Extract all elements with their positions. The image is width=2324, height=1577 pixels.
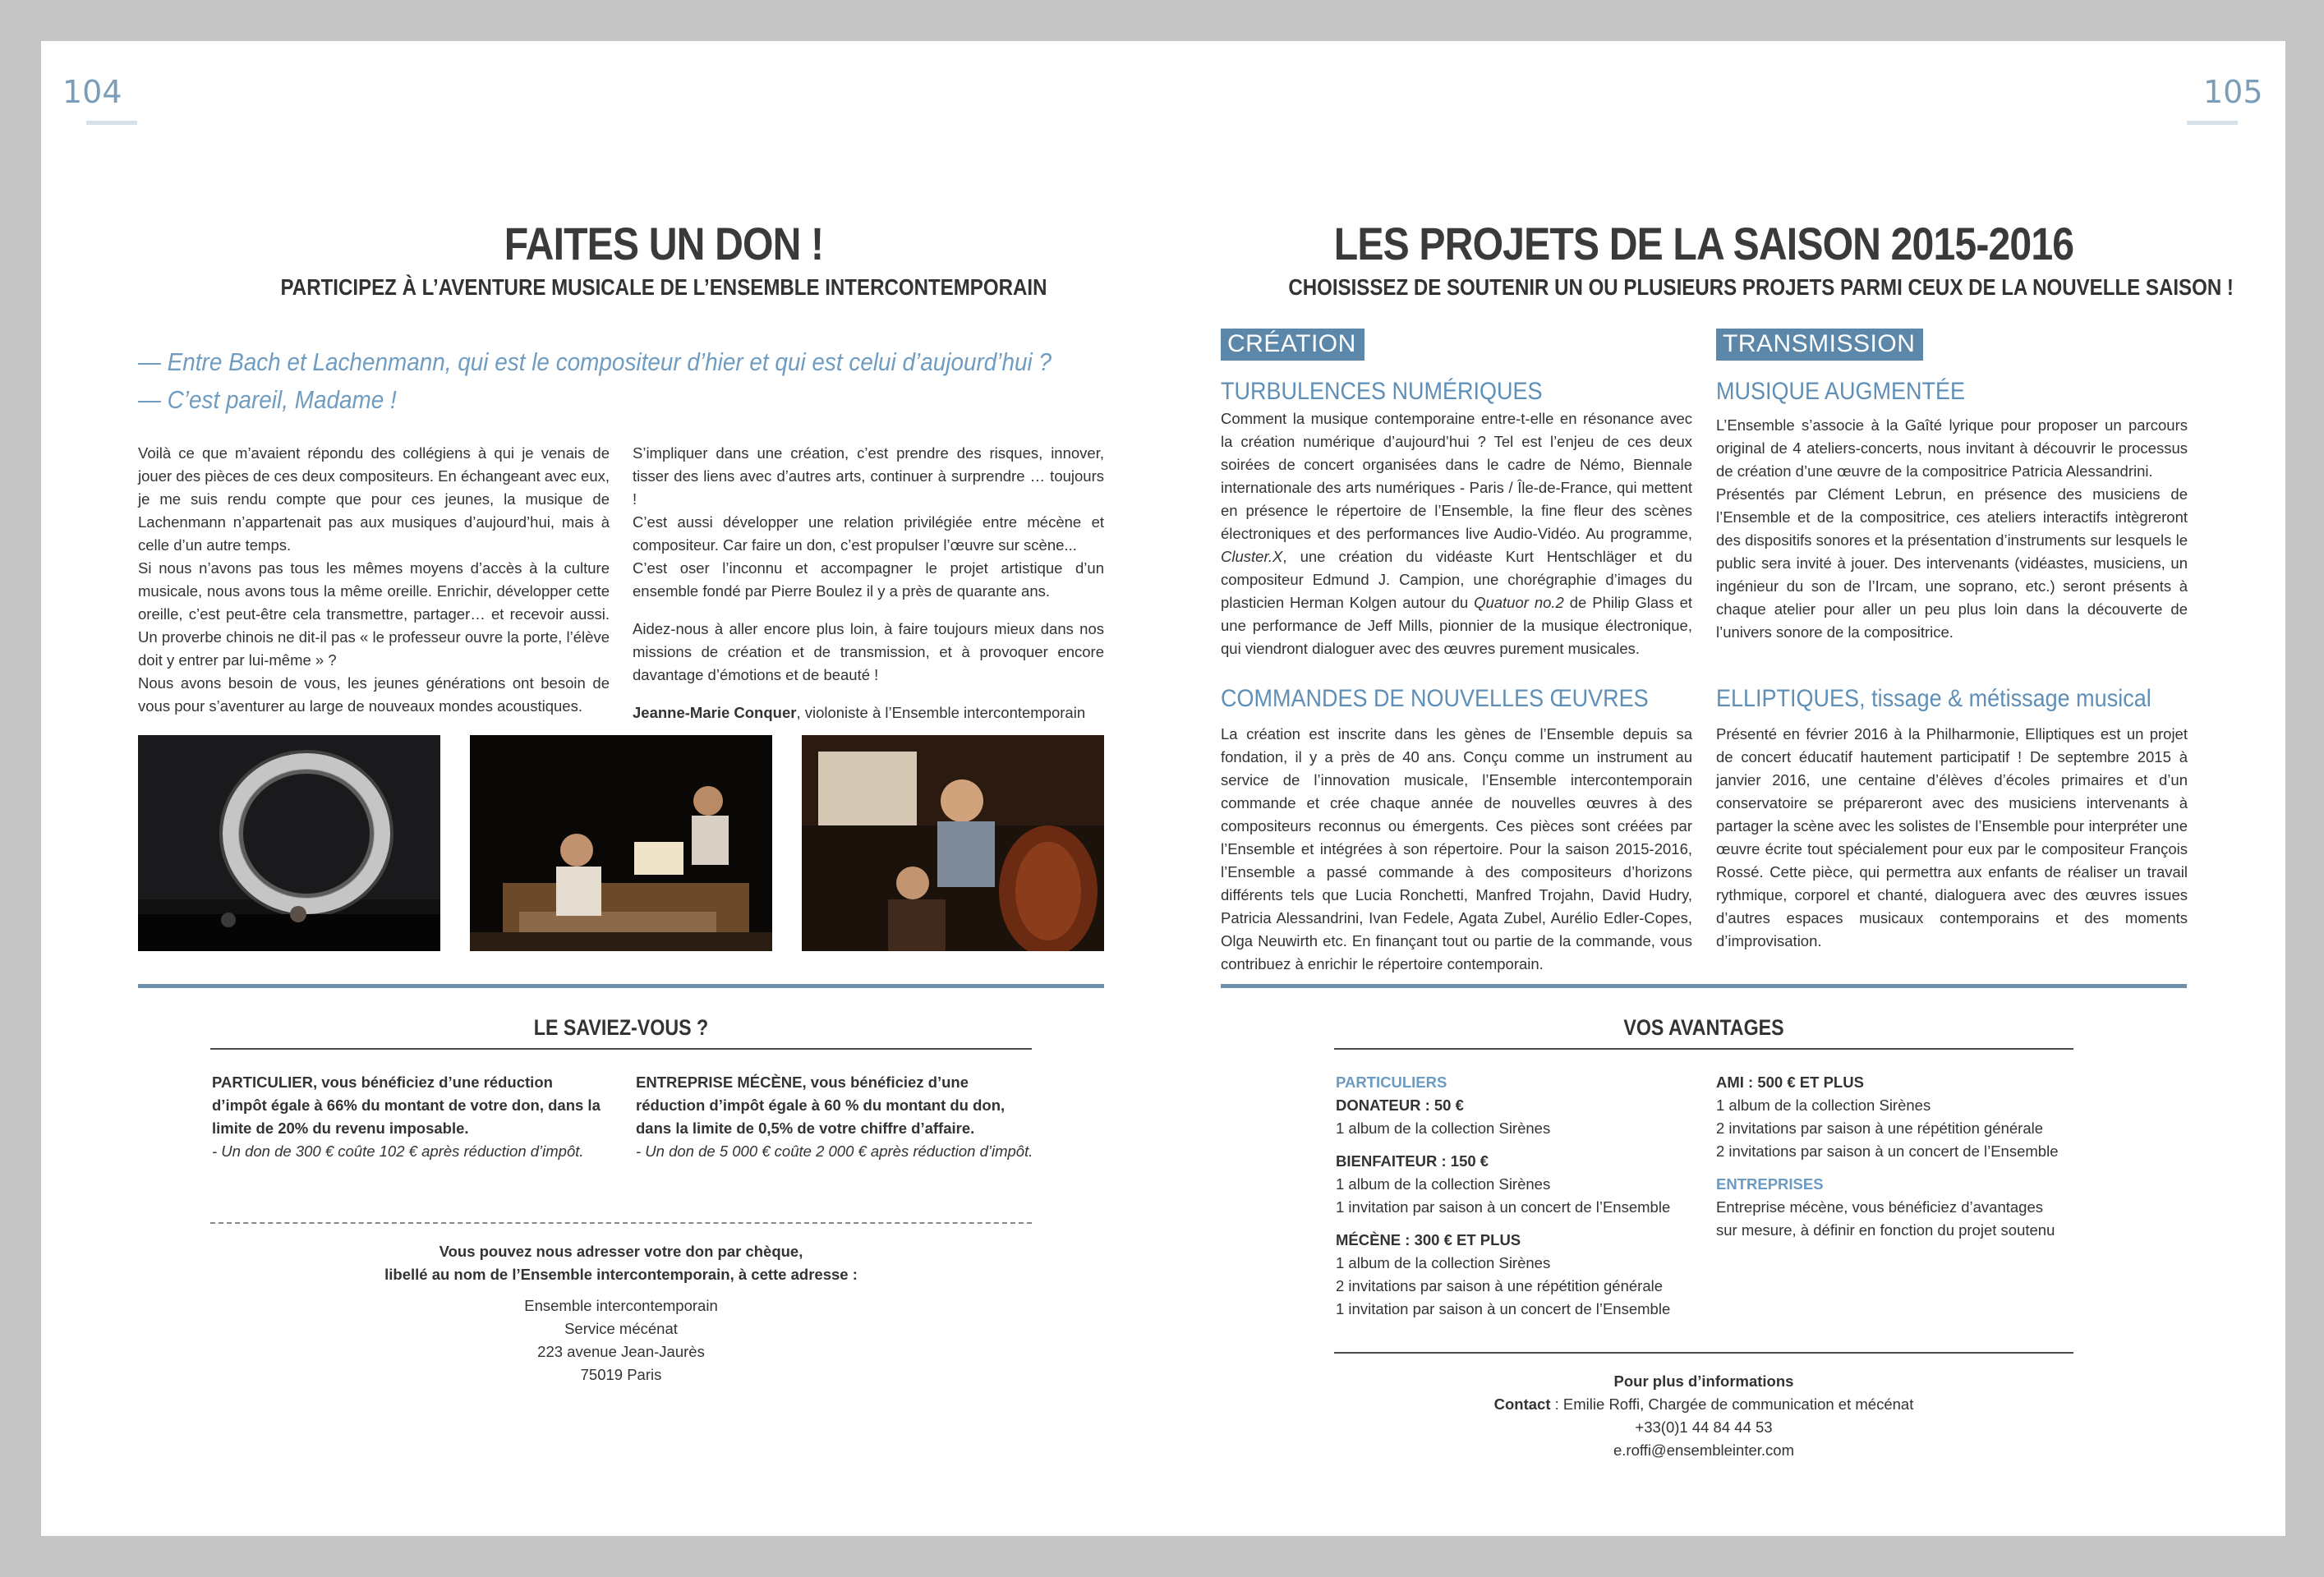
benefit-item: 2 invitations par saison à un concert de l’Ensemble (1716, 1143, 2059, 1160)
right-page-subtitle: CHOISISSEZ DE SOUTENIR UN OU PLUSIEURS PROJETS PARMI CEUX DE LA NOUVELLE SAISON ! (1288, 274, 2234, 300)
postal-address (210, 1294, 1032, 1386)
avantages-rule (1334, 1048, 2073, 1050)
photo-orchestra-graphic (802, 735, 1104, 951)
tax-entreprise-text: ENTREPRISE MÉCÈNE, vous bénéficiez d’une réduction d’impôt égale à 60 % du montant du don, dans la limite de 0,5% de votre chiffre d’affaire. (636, 1074, 1006, 1137)
benefit-item: 1 album de la collection Sirènes (1716, 1097, 1931, 1114)
address-line: Service mécénat (564, 1320, 678, 1337)
address-line: 75019 Paris (580, 1366, 662, 1383)
turbulences-text-b: , une création du vidéaste Kurt Hentschläger et du compositeur Edmund J. Campion, une chorégraphie d’images du plasticien Herman Kolgen autour du (1221, 548, 1692, 611)
benefit-item: 1 album de la collection Sirènes (1336, 1175, 1551, 1193)
left-page-title: FAITES UN DON ! (504, 218, 824, 269)
tax-entreprise-example: - Un don de 5 000 € coûte 2 000 € après réduction d’impôt. (636, 1143, 1033, 1160)
entreprises-label: ENTREPRISES (1716, 1175, 1824, 1193)
benefit-item: 1 album de la collection Sirènes (1336, 1254, 1551, 1271)
info-title: Pour plus d’informations (1613, 1372, 1794, 1390)
benefit-item: 2 invitations par saison à une répétition générale (1716, 1120, 2044, 1137)
photo-circle-graphic (138, 735, 440, 951)
benefit-item: 1 album de la collection Sirènes (1336, 1120, 1551, 1137)
musique-augmentee-text (1716, 414, 2188, 644)
musique-augmentee-title: MUSIQUE AUGMENTÉE (1716, 378, 1966, 405)
address-line: Ensemble intercontemporain (524, 1297, 718, 1314)
dashed-divider (210, 1222, 1032, 1224)
turbulences-italic-quatuor: Quatuor no.2 (1474, 594, 1564, 611)
contact-label: Contact (1493, 1395, 1551, 1413)
tax-info-entreprise (636, 1071, 1038, 1163)
turbulences-italic-cluster: Cluster.X (1221, 548, 1283, 565)
tax-particulier-text: PARTICULIER, vous bénéficiez d’une réduction d’impôt égale à 66% du montant de votre don, dans la limite de 20% du revenu imposable. (212, 1074, 601, 1137)
ami-entreprises-benefits (1716, 1071, 2086, 1242)
transmission-badge: TRANSMISSION (1716, 329, 1923, 361)
contact-name: : Emilie Roffi, Chargée de communication et mécénat (1550, 1395, 1914, 1413)
brochure-spread (41, 41, 2285, 1536)
signature-role: , violoniste à l’Ensemble intercontemporain (796, 704, 1086, 721)
particuliers-label: PARTICULIERS (1336, 1074, 1447, 1091)
right-section-divider (1221, 984, 2187, 988)
page-number-underline-left (86, 121, 137, 125)
contact-phone: +33(0)1 44 84 44 53 (1635, 1418, 1773, 1436)
commandes-title: COMMANDES DE NOUVELLES ŒUVRES (1221, 685, 1649, 712)
appeal-paragraph: Nous avons besoin de vous, les jeunes générations ont besoin de vous pour s’aventurer au large de nouveaux mondes acoustiques. (138, 674, 610, 715)
elliptiques-text: Présenté en février 2016 à la Philharmonie, Elliptiques est un projet de concert éducatif hautement participatif ! De septembre 2015 à janvier 2016, une centaine d’élèves d’écoles primaires et d’un conservatoire se prépareront avec des musiciens intervenants à partager la scène avec les solistes de l’Ensemble pour interpréter une œuvre écrite tout spécialement pour eux par le compositeur François Rossé. Cette pièce, qui permettra aux enfants de réaliser un travail rythmique, corporel et chanté, dialoguera avec des œuvres issues d’autres espaces musicaux contemporains et des moments d’improvisation. (1716, 725, 2188, 949)
musique-paragraph: Présentés par Clément Lebrun, en présence des musiciens de l’Ensemble et de la compositrice, ces ateliers interactifs intègreront des dispositifs sonores et la présentation d’instruments sur lesquels le public sera invité à jouer. Des intervenants (vidéastes, musiciens, un ingénieur du son de l’Ircam, une soprano, etc.) seront présents à chaque atelier pour aller un peu plus loin dans la découverte de l’univers sonore de la compositrice. (1716, 485, 2188, 641)
page-number-underline-right (2187, 121, 2238, 125)
page-number-left: 104 (62, 74, 122, 110)
appeal-paragraph: Si nous n’avons pas tous les mêmes moyens d’accès à la culture musicale, nous avons tous la même oreille. Enrichir, développer cette oreille, c’est peut-être cela transmettre, partager… et recevoir aussi. Un proverbe chinois ne dit-il pas « le professeur ouvre la porte, l’élève doit y entrer par lui-même » ? (138, 559, 610, 669)
benefit-item: 2 invitations par saison à une répétition générale (1336, 1277, 1664, 1294)
check-instructions-line-2: libellé au nom de l’Ensemble intercontemporain, à cette adresse : (384, 1266, 858, 1283)
commandes-text: La création est inscrite dans les gènes de l’Ensemble depuis sa fondation, il y a près de 40 ans. Conçu comme un instrument au service de l’innovation musicale, l’Ensemble intercontemporain commande et crée chaque année de nouvelles œuvres à des compositeurs reconnus ou émergents. Ces pièces sont créées par l’Ensemble et intégrées à son répertoire. Pour la saison 2015-2016, l’Ensemble a passé commande à des compositeurs d’horizons différents tels que Lucia Ronchetti, Manfred Trojahn, David Hudry, Patricia Alessandrini, Ivan Fedele, Agata Zubel, Aurélio Edler-Copes, Olga Neuwirth etc. En finançant tout ou partie de la commande, vous contribuez à enrichir le répertoire contemporain. (1221, 725, 1692, 972)
signature (633, 701, 1104, 724)
benefit-item: Entreprise mécène, vous bénéficiez d’avantages (1716, 1198, 2043, 1216)
benefit-item: 1 invitation par saison à un concert de l’Ensemble (1336, 1300, 1671, 1317)
signature-name: Jeanne-Marie Conquer (633, 704, 797, 721)
quote-line-1: — Entre Bach et Lachenmann, qui est le compositeur d’hier et qui est celui d’aujourd’hui ? (138, 347, 1052, 376)
mecene-label: MÉCÈNE : 300 € ET PLUS (1336, 1231, 1521, 1248)
quote-line-2: — C’est pareil, Madame ! (138, 385, 397, 414)
tax-particulier-example: - Un don de 300 € coûte 102 € après réduction d’impôt. (212, 1143, 584, 1160)
appeal-column-2 (633, 442, 1104, 724)
check-instructions (210, 1240, 1032, 1286)
contact-rule (1334, 1352, 2073, 1354)
check-instructions-line-1: Vous pouvez nous adresser votre don par chèque, (439, 1243, 803, 1260)
benefit-item: 1 invitation par saison à un concert de l’Ensemble (1336, 1198, 1671, 1216)
tax-info-particulier (212, 1071, 606, 1163)
photo-pianists (470, 735, 772, 951)
turbulences-text-c: de Philip Glass et une performance de Jeff Mills, pionnier de la musique électronique, qui viendront dialoguer avec des œuvres purement musicales. (1221, 594, 1692, 657)
appeal-column-1 (138, 442, 610, 718)
contact-block (1334, 1370, 2073, 1462)
turbulences-title: TURBULENCES NUMÉRIQUES (1221, 378, 1543, 405)
appeal-paragraph: Voilà ce que m’avaient répondu des collégiens à qui je venais de jouer des pièces de ces deux compositeurs. En échangeant avec eux, je me suis rendu compte que pour ces jeunes, la musique de Lachenmann n’appartenait pas aux musiques d’aujourd’hui, mais à celle d’un autre temps. (138, 444, 610, 554)
turbulences-text (1221, 407, 1692, 660)
transmission-badge-wrap (1716, 329, 1923, 361)
appeal-paragraph: Aidez-nous à aller encore plus loin, à faire toujours mieux dans nos missions de création et de transmission, et à provoquer encore davantage d’émotions et de beauté ! (633, 620, 1104, 683)
creation-badge-wrap (1221, 329, 1364, 361)
address-line: 223 avenue Jean-Jaurès (537, 1343, 705, 1360)
appeal-paragraph: S’impliquer dans une création, c’est prendre des risques, innover, tisser des liens avec d’autres arts, continuer à surprendre … toujours ! (633, 444, 1104, 508)
photo-circle-performance (138, 735, 440, 951)
bienfaiteur-label: BIENFAITEUR : 150 € (1336, 1152, 1489, 1170)
right-page-title: LES PROJETS DE LA SAISON 2015-2016 (1333, 218, 2074, 269)
donateur-label: DONATEUR : 50 € (1336, 1097, 1464, 1114)
left-section-divider (138, 984, 1104, 988)
photo-orchestra (802, 735, 1104, 951)
turbulences-text-a: Comment la musique contemporaine entre-t-elle en résonance avec la création numérique d’aujourd’hui ? Tel est l’enjeu de ces deux soirées de concert organisées dans le cadre de Némo, Biennale internationale des arts numériques - Paris / Île-de-France, qui mettent en présence le répertoire de l’Ensemble, la fine fleur des scènes électroniques et des performances live Audio-Vidéo. Au programme, (1221, 410, 1692, 542)
avantages-title: VOS AVANTAGES (1623, 1015, 1784, 1040)
elliptiques-title: ELLIPTIQUES, tissage & métissage musical (1716, 685, 2151, 712)
page-number-right: 105 (2203, 74, 2263, 110)
saviez-vous-title: LE SAVIEZ-VOUS ? (533, 1015, 709, 1040)
benefit-item: sur mesure, à définir en fonction du projet soutenu (1716, 1221, 2055, 1239)
particuliers-benefits (1336, 1071, 1705, 1321)
appeal-paragraph: C’est oser l’inconnu et accompagner le projet artistique d’un ensemble fondé par Pierre Boulez il y a près de quarante ans. (633, 559, 1104, 600)
saviez-vous-rule (210, 1048, 1032, 1050)
left-page-subtitle: PARTICIPEZ À L’AVENTURE MUSICALE DE L’ENSEMBLE INTERCONTEMPORAIN (280, 274, 1047, 300)
ami-label: AMI : 500 € ET PLUS (1716, 1074, 1864, 1091)
photo-pianists-graphic (470, 735, 772, 951)
musique-paragraph: L’Ensemble s’associe à la Gaîté lyrique pour proposer un parcours original de 4 ateliers-concerts, nous invitant à découvrir le processus de création d’une œuvre de la compositrice Patricia Alessandrini. (1716, 416, 2188, 480)
creation-badge: CRÉATION (1221, 329, 1364, 361)
appeal-paragraph: C’est aussi développer une relation privilégiée entre mécène et compositeur. Car faire un don, c’est propulser l’œuvre sur scène... (633, 513, 1104, 554)
contact-email[interactable]: e.roffi@ensembleinter.com (1613, 1441, 1794, 1459)
